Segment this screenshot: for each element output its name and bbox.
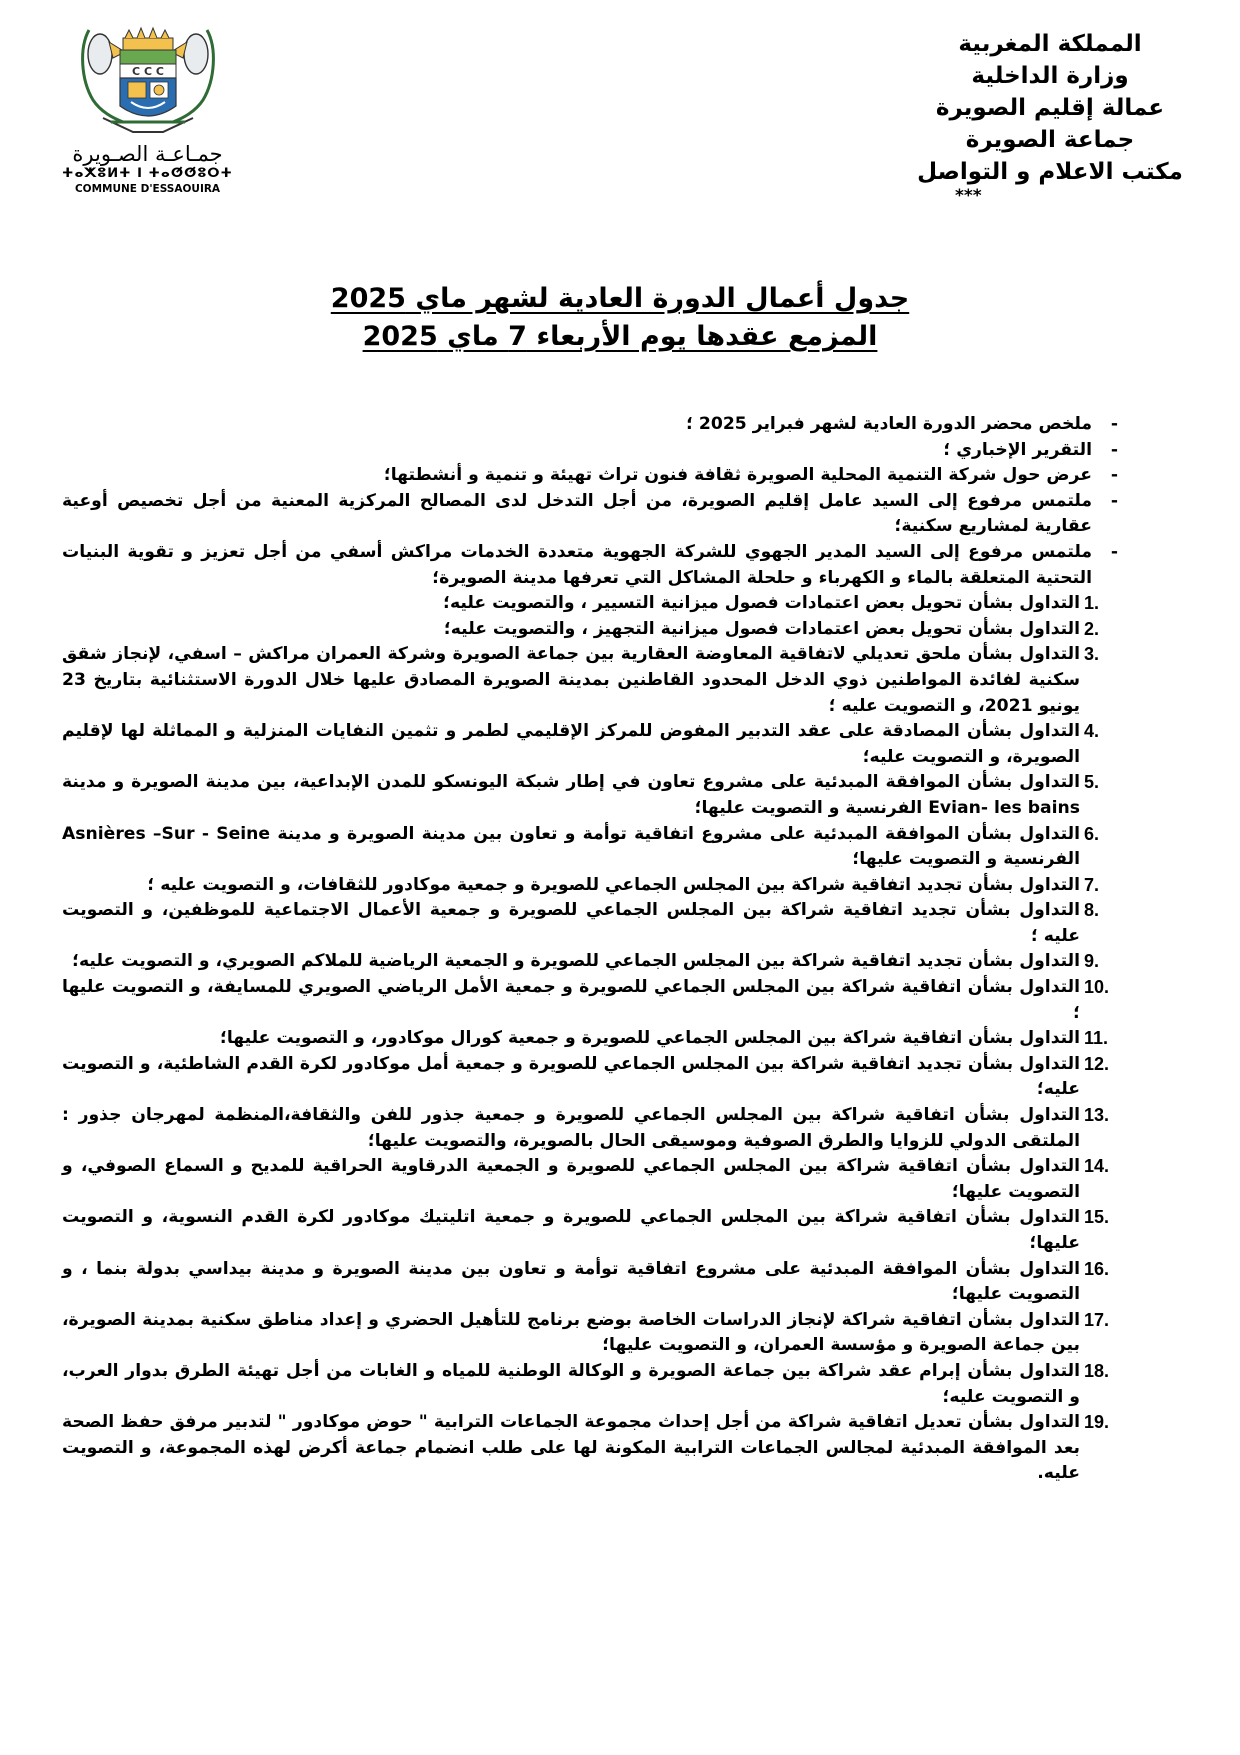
agenda-item [62,898,1122,949]
item-number: 8. [1084,900,1100,921]
commune-line: جماعة الصويرة [965,127,1135,153]
agenda-item [62,1410,1122,1487]
agenda-item [62,719,1122,770]
item-number: 11. [1084,1028,1109,1049]
intro-item: - ملتمس مرفوع إلى السيد عامل إقليم الصويرة، من أجل التدخل لدى المصالح المركزية المعنية من أجل تخصيص أوعية عقارية لمشاريع سكنية؛ [62,489,1122,540]
agenda-item [62,617,1122,643]
ministry-line: وزارة الداخلية [971,63,1129,89]
agenda-item [62,1026,1122,1052]
logo-name-tifinagh: ⵜⴰⵅⵓⵍⵜ ⵏ ⵜⴰⵚⵚⵓⵔⵜ [62,166,233,181]
agenda-item [62,1359,1122,1410]
svg-text:C C C: C C C [131,65,164,78]
coat-of-arms-icon [73,22,223,140]
logo-name-french: COMMUNE D'ESSAOUIRA [74,183,221,195]
item-number: 4. [1084,721,1100,742]
logo-name-arabic: جمـاعـة الصـويرة [72,142,223,166]
agenda-list [62,591,1122,1487]
item-number: 9. [1084,951,1100,972]
agenda-item [62,873,1122,899]
item-text: التداول بشأن اتفاقية شراكة لإنجاز الدراسات الخاصة بوضع برنامج للتأهيل الحضري و إعداد مناطق سكنية بمدينة الصويرة، بين جماعة الصويرة و مؤسسة العمران، و التصويت عليها؛ [62,1309,1080,1356]
item-text: التداول بشأن تجديد اتفاقية شراكة بين المجلس الجماعي للصويرة و جمعية الأعمال الاجتماعية للموظفين، و التصويت عليه ؛ [62,900,1080,946]
item-text: التداول بشأن اتفاقية شراكة بين المجلس الجماعي للصويرة و جمعية الأمل الرياضي الصويري للمسايفة، و التصويت عليها ؛ [62,977,1080,1023]
item-text: التداول بشأن المصادقة على عقد التدبير المفوض للمركز الإقليمي لطمر و تثمين النفايات المنزلية و المماثلة لها لإقليم الصويرة، و التصويت عليه؛ [62,721,1080,767]
item-number: 19. [1084,1412,1110,1433]
agenda-item [62,770,1122,821]
item-number: 5. [1084,772,1100,793]
logo-block [60,22,235,196]
agenda-item [62,1154,1122,1205]
agenda-item [62,975,1122,1026]
item-text: التداول بشأن اتفاقية شراكة بين المجلس الجماعي للصويرة و جمعية كورال موكادور، و التصويت عليها؛ [219,1028,1080,1049]
agenda-item [62,1052,1122,1103]
item-number: 1. [1084,593,1100,614]
item-text: التداول بشأن إبرام عقد شراكة بين جماعة الصويرة و الوكالة الوطنية للمياه و الغابات من أجل تهيئة الطرق بدوار العرب، و التصويت عليه؛ [62,1360,1080,1407]
agenda-item [62,822,1122,873]
agenda-item [62,949,1122,975]
intro-item: - ملخص محضر الدورة العادية لشهر فبراير 2025 ؛ [62,412,1122,438]
item-number: 12. [1084,1053,1110,1074]
item-number: 6. [1084,823,1100,844]
item-text: التداول بشأن تجديد اتفاقية شراكة بين المجلس الجماعي للصويرة و جمعية أمل موكادور لكرة القدم الشاطئية، و التصويت عليه؛ [62,1053,1080,1100]
agenda-item [62,591,1122,617]
authority-header [900,28,1200,204]
item-text: التداول بشأن الموافقة المبدئية على مشروع اتفاقية توأمة و تعاون بين مدينة الصويرة و مدينة Asnières –Sur - Seine الفرنسية و التصويت عليها؛ [62,823,1080,870]
item-text: التداول بشأن تجديد اتفاقية شراكة بين المجلس الجماعي للصويرة و الجمعية الرياضية للملاكم الصويري، و التصويت عليه؛ [72,951,1080,972]
intro-item: - عرض حول شركة التنمية المحلية الصويرة ثقافة فنون تراث تهيئة و تنمية و أنشطتها؛ [62,463,1122,489]
item-number: 13. [1084,1105,1110,1126]
agenda-item [62,1308,1122,1359]
separator-stars: *** [955,186,982,206]
item-text: التداول بشأن ملحق تعديلي لاتفاقية المعاوضة العقارية بين جماعة الصويرة وشركة العمران مراكش – اسفي، لإنجاز شقق سكنية لفائدة المواطنين ذوي الدخل المحدود القاطنين بمدينة الصويرة المصادق عليها خلال الدورة الاستثنائية بتاريخ 23 يونيو 2021، و التصويت عليه ؛ [62,644,1080,716]
item-text: التداول بشأن اتفاقية شراكة بين المجلس الجماعي للصويرة و جمعية جذور للفن والثقافة،المنظمة لمهرجان جذور : الملتقى الدولي للزوايا والطرق الصوفية وموسيقى الحال بالصويرة، والتصويت عليها؛ [62,1105,1080,1151]
item-number: 15. [1084,1207,1110,1228]
agenda-item [62,1205,1122,1256]
item-number: 18. [1084,1360,1110,1381]
kingdom-line: المملكة المغربية [958,31,1142,57]
item-text: التداول بشأن اتفاقية شراكة بين المجلس الجماعي للصويرة و جمعية اتليتيك موكادور لكرة القدم النسوية، و التصويت عليها؛ [62,1207,1080,1253]
item-text: التداول بشأن تعديل اتفاقية شراكة من أجل إحداث مجموعة الجماعات الترابية " حوض موكادور " لتدبير مرفق حفظ الصحة بعد الموافقة المبدئية لمجالس الجماعات الترابية المكونة لها على طلب انضمام جماعة أكرض لهذه المجموعة، و التصويت عليه. [62,1412,1080,1484]
item-text: التداول بشأن الموافقة المبدئية على مشروع تعاون في إطار شبكة اليونسكو للمدن الإبداعية، بين مدينة الصويرة و مدينة Evian- les bains الفرنسية و التصويت عليها؛ [62,772,1080,818]
item-text: التداول بشأن تحويل بعض اعتمادات فصول ميزانية التجهيز ، والتصويت عليه؛ [443,618,1080,639]
item-number: 16. [1084,1258,1110,1279]
item-text: التداول بشأن تجديد اتفاقية شراكة بين المجلس الجماعي للصويرة و جمعية موكادور للثقافات، و التصويت عليه ؛ [147,874,1080,895]
agenda [62,412,1122,1487]
office-line: مكتب الاعلام و التواصل [917,159,1183,185]
item-number: 17. [1084,1309,1110,1330]
title-line-1: جدول أعمال الدورة العادية لشهر ماي 2025 [330,283,910,314]
agenda-item [62,1257,1122,1308]
prefecture-line: عمالة إقليم الصويرة [935,95,1165,121]
item-number: 7. [1084,874,1100,895]
item-text: التداول بشأن الموافقة المبدئية على مشروع اتفاقية توأمة و تعاون بين مدينة الصويرة و مدينة بيداسي بدولة بنما ، و التصويت عليها؛ [62,1258,1080,1305]
item-number: 14. [1084,1156,1110,1177]
item-number: 2. [1084,618,1100,639]
item-text: التداول بشأن تحويل بعض اعتمادات فصول ميزانية التسيير ، والتصويت عليه؛ [443,593,1080,614]
agenda-item [62,1103,1122,1154]
item-text: التداول بشأن اتفاقية شراكة بين المجلس الجماعي للصويرة و الجمعية الدرقاوية الحراقية للمديح و السماع الصوفي، و التصويت عليها؛ [62,1156,1080,1202]
agenda-item [62,642,1122,719]
item-number: 10. [1084,977,1110,998]
title-line-2: المزمع عقدها يوم الأربعاء 7 ماي 2025 [362,321,878,352]
document-title [0,280,1240,356]
intro-list [62,412,1122,591]
intro-item: - التقرير الإخباري ؛ [62,438,1122,464]
intro-item: - ملتمس مرفوع إلى السيد المدير الجهوي للشركة الجهوية متعددة الخدمات مراكش أسفي من أجل تعزيز و تقوية البنيات التحتية المتعلقة بالماء و الكهرباء و حلحلة المشاكل التي تعرفها مدينة الصويرة؛ [62,540,1122,591]
item-number: 3. [1084,644,1100,665]
